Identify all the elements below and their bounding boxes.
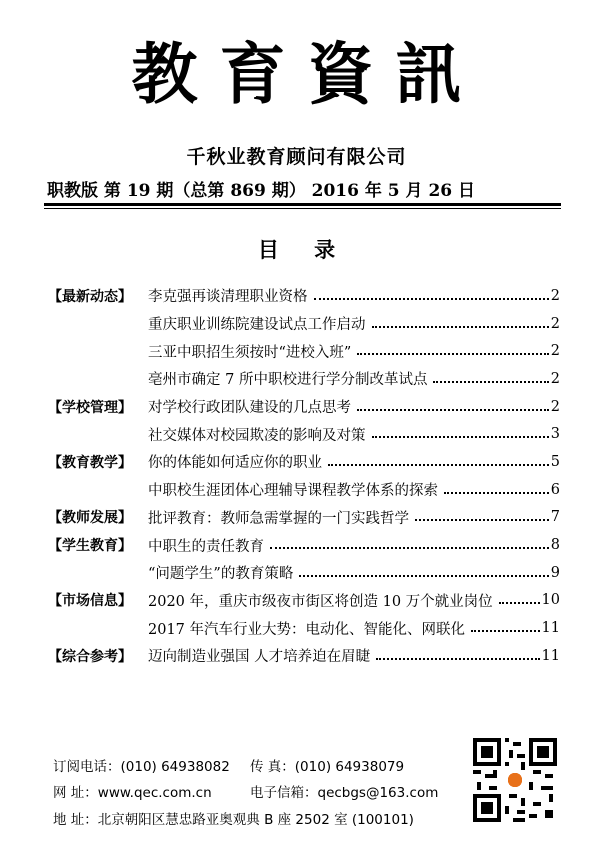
toc-entry-title: 中职生的责任教育 bbox=[148, 538, 264, 555]
toc-page-number: 2 bbox=[550, 370, 560, 387]
toc-page-number: 2 bbox=[550, 287, 560, 304]
toc-page-number: 11 bbox=[541, 647, 560, 664]
toc-page-number: 10 bbox=[541, 592, 560, 609]
dot-leader bbox=[415, 519, 549, 521]
toc-page-number: 6 bbox=[550, 481, 560, 498]
toc-section: 【学校管理】 bbox=[48, 399, 132, 416]
website-link[interactable]: 网 址：www.qec.com.cn bbox=[53, 785, 212, 801]
toc-entry[interactable] bbox=[48, 337, 560, 365]
toc-entry[interactable] bbox=[48, 614, 560, 642]
toc-entry[interactable] bbox=[48, 476, 560, 504]
dot-leader bbox=[433, 381, 548, 383]
toc-entry[interactable] bbox=[48, 504, 560, 532]
fax-number: 传 真：(010) 64938079 bbox=[250, 759, 405, 775]
toc-page-number: 2 bbox=[550, 398, 560, 415]
toc-entry-title: 亳州市确定 7 所中职校进行学分制改革试点 bbox=[148, 372, 428, 389]
company-name: 千秋业教育顾问有限公司 bbox=[186, 146, 407, 168]
toc-entry[interactable] bbox=[48, 282, 560, 310]
toc-section: 【市场信息】 bbox=[48, 593, 132, 610]
dot-leader bbox=[357, 353, 548, 355]
dot-leader bbox=[270, 547, 549, 549]
footer-line-web bbox=[53, 781, 439, 801]
issue-line: 职教版 第 19 期（总第 869 期） 2016 年 5 月 26 日 bbox=[47, 181, 476, 201]
dot-leader bbox=[471, 630, 540, 632]
dot-leader bbox=[299, 575, 548, 577]
toc-entry-title: 三亚中职招生须按时“进校入班” bbox=[148, 344, 352, 361]
toc-page-number: 2 bbox=[550, 315, 560, 332]
toc-page-number: 5 bbox=[550, 453, 560, 470]
toc-entry-title: 2017 年汽车行业大势：电动化、智能化、网联化 bbox=[148, 621, 466, 638]
header-rule-thick bbox=[44, 203, 561, 206]
dot-leader bbox=[499, 602, 540, 604]
toc-entry[interactable] bbox=[48, 531, 560, 559]
toc-entry-title: 重庆职业训练院建设试点工作启动 bbox=[148, 317, 366, 334]
subscription-phone: 订阅电话：(010) 64938082 bbox=[53, 759, 230, 775]
dot-leader bbox=[376, 658, 539, 660]
toc-entry[interactable] bbox=[48, 310, 560, 338]
dot-leader bbox=[372, 326, 549, 328]
postal-address: 地 址：北京朝阳区慧忠路亚奥观典 B 座 2502 室 (100101) bbox=[53, 812, 414, 828]
toc-page-number: 2 bbox=[550, 343, 560, 360]
toc-entry-title: 中职校生涯团体心理辅导课程教学体系的探索 bbox=[148, 483, 438, 500]
toc-section: 【综合参考】 bbox=[48, 648, 132, 665]
toc-entry[interactable] bbox=[48, 393, 560, 421]
toc-entry[interactable] bbox=[48, 587, 560, 615]
toc-entry[interactable] bbox=[48, 365, 560, 393]
toc-entry-title: 你的体能如何适应你的职业 bbox=[148, 455, 322, 472]
email-link[interactable]: 电子信箱：qecbgs@163.com bbox=[250, 785, 439, 801]
toc-title: 目 录 bbox=[257, 237, 350, 262]
dot-leader bbox=[357, 409, 549, 411]
toc-entry-title: 2020 年，重庆市级夜市街区将创造 10 万个就业岗位 bbox=[148, 593, 493, 610]
toc-entry[interactable] bbox=[48, 420, 560, 448]
toc-section: 【教育教学】 bbox=[48, 454, 132, 471]
toc-entry-title: 迈向制造业强国 人才培养迫在眉睫 bbox=[148, 649, 371, 666]
toc-page-number: 8 bbox=[550, 537, 560, 554]
qr-code-icon bbox=[473, 738, 557, 822]
toc-entry[interactable] bbox=[48, 559, 560, 587]
toc-entry[interactable] bbox=[48, 448, 560, 476]
toc-entry-title: 对学校行政团队建设的几点思考 bbox=[148, 400, 351, 417]
dot-leader bbox=[314, 298, 549, 300]
toc-section: 【学生教育】 bbox=[48, 538, 132, 555]
toc-section: 【最新动态】 bbox=[48, 288, 132, 305]
toc-page-number: 9 bbox=[550, 564, 560, 581]
toc-entry-title: 社交媒体对校园欺凌的影响及对策 bbox=[148, 427, 366, 444]
dot-leader bbox=[372, 436, 549, 438]
toc-page-number: 3 bbox=[550, 426, 560, 443]
toc-entry-title: 李克强再谈清理职业资格 bbox=[148, 289, 308, 306]
masthead-title: 教育資訊 bbox=[131, 35, 484, 113]
toc-entry-title: “问题学生”的教育策略 bbox=[148, 566, 294, 583]
toc-page-number: 7 bbox=[550, 509, 560, 526]
footer-line-contact bbox=[53, 755, 405, 775]
table-of-contents bbox=[48, 282, 560, 670]
toc-page-number: 11 bbox=[541, 620, 560, 637]
toc-entry[interactable] bbox=[48, 642, 560, 670]
toc-entry-title: 批评教育：教师急需掌握的一门实践哲学 bbox=[148, 510, 409, 527]
dot-leader bbox=[444, 492, 549, 494]
header-rule-thin bbox=[44, 208, 561, 209]
dot-leader bbox=[328, 464, 549, 466]
toc-section: 【教师发展】 bbox=[48, 510, 132, 527]
